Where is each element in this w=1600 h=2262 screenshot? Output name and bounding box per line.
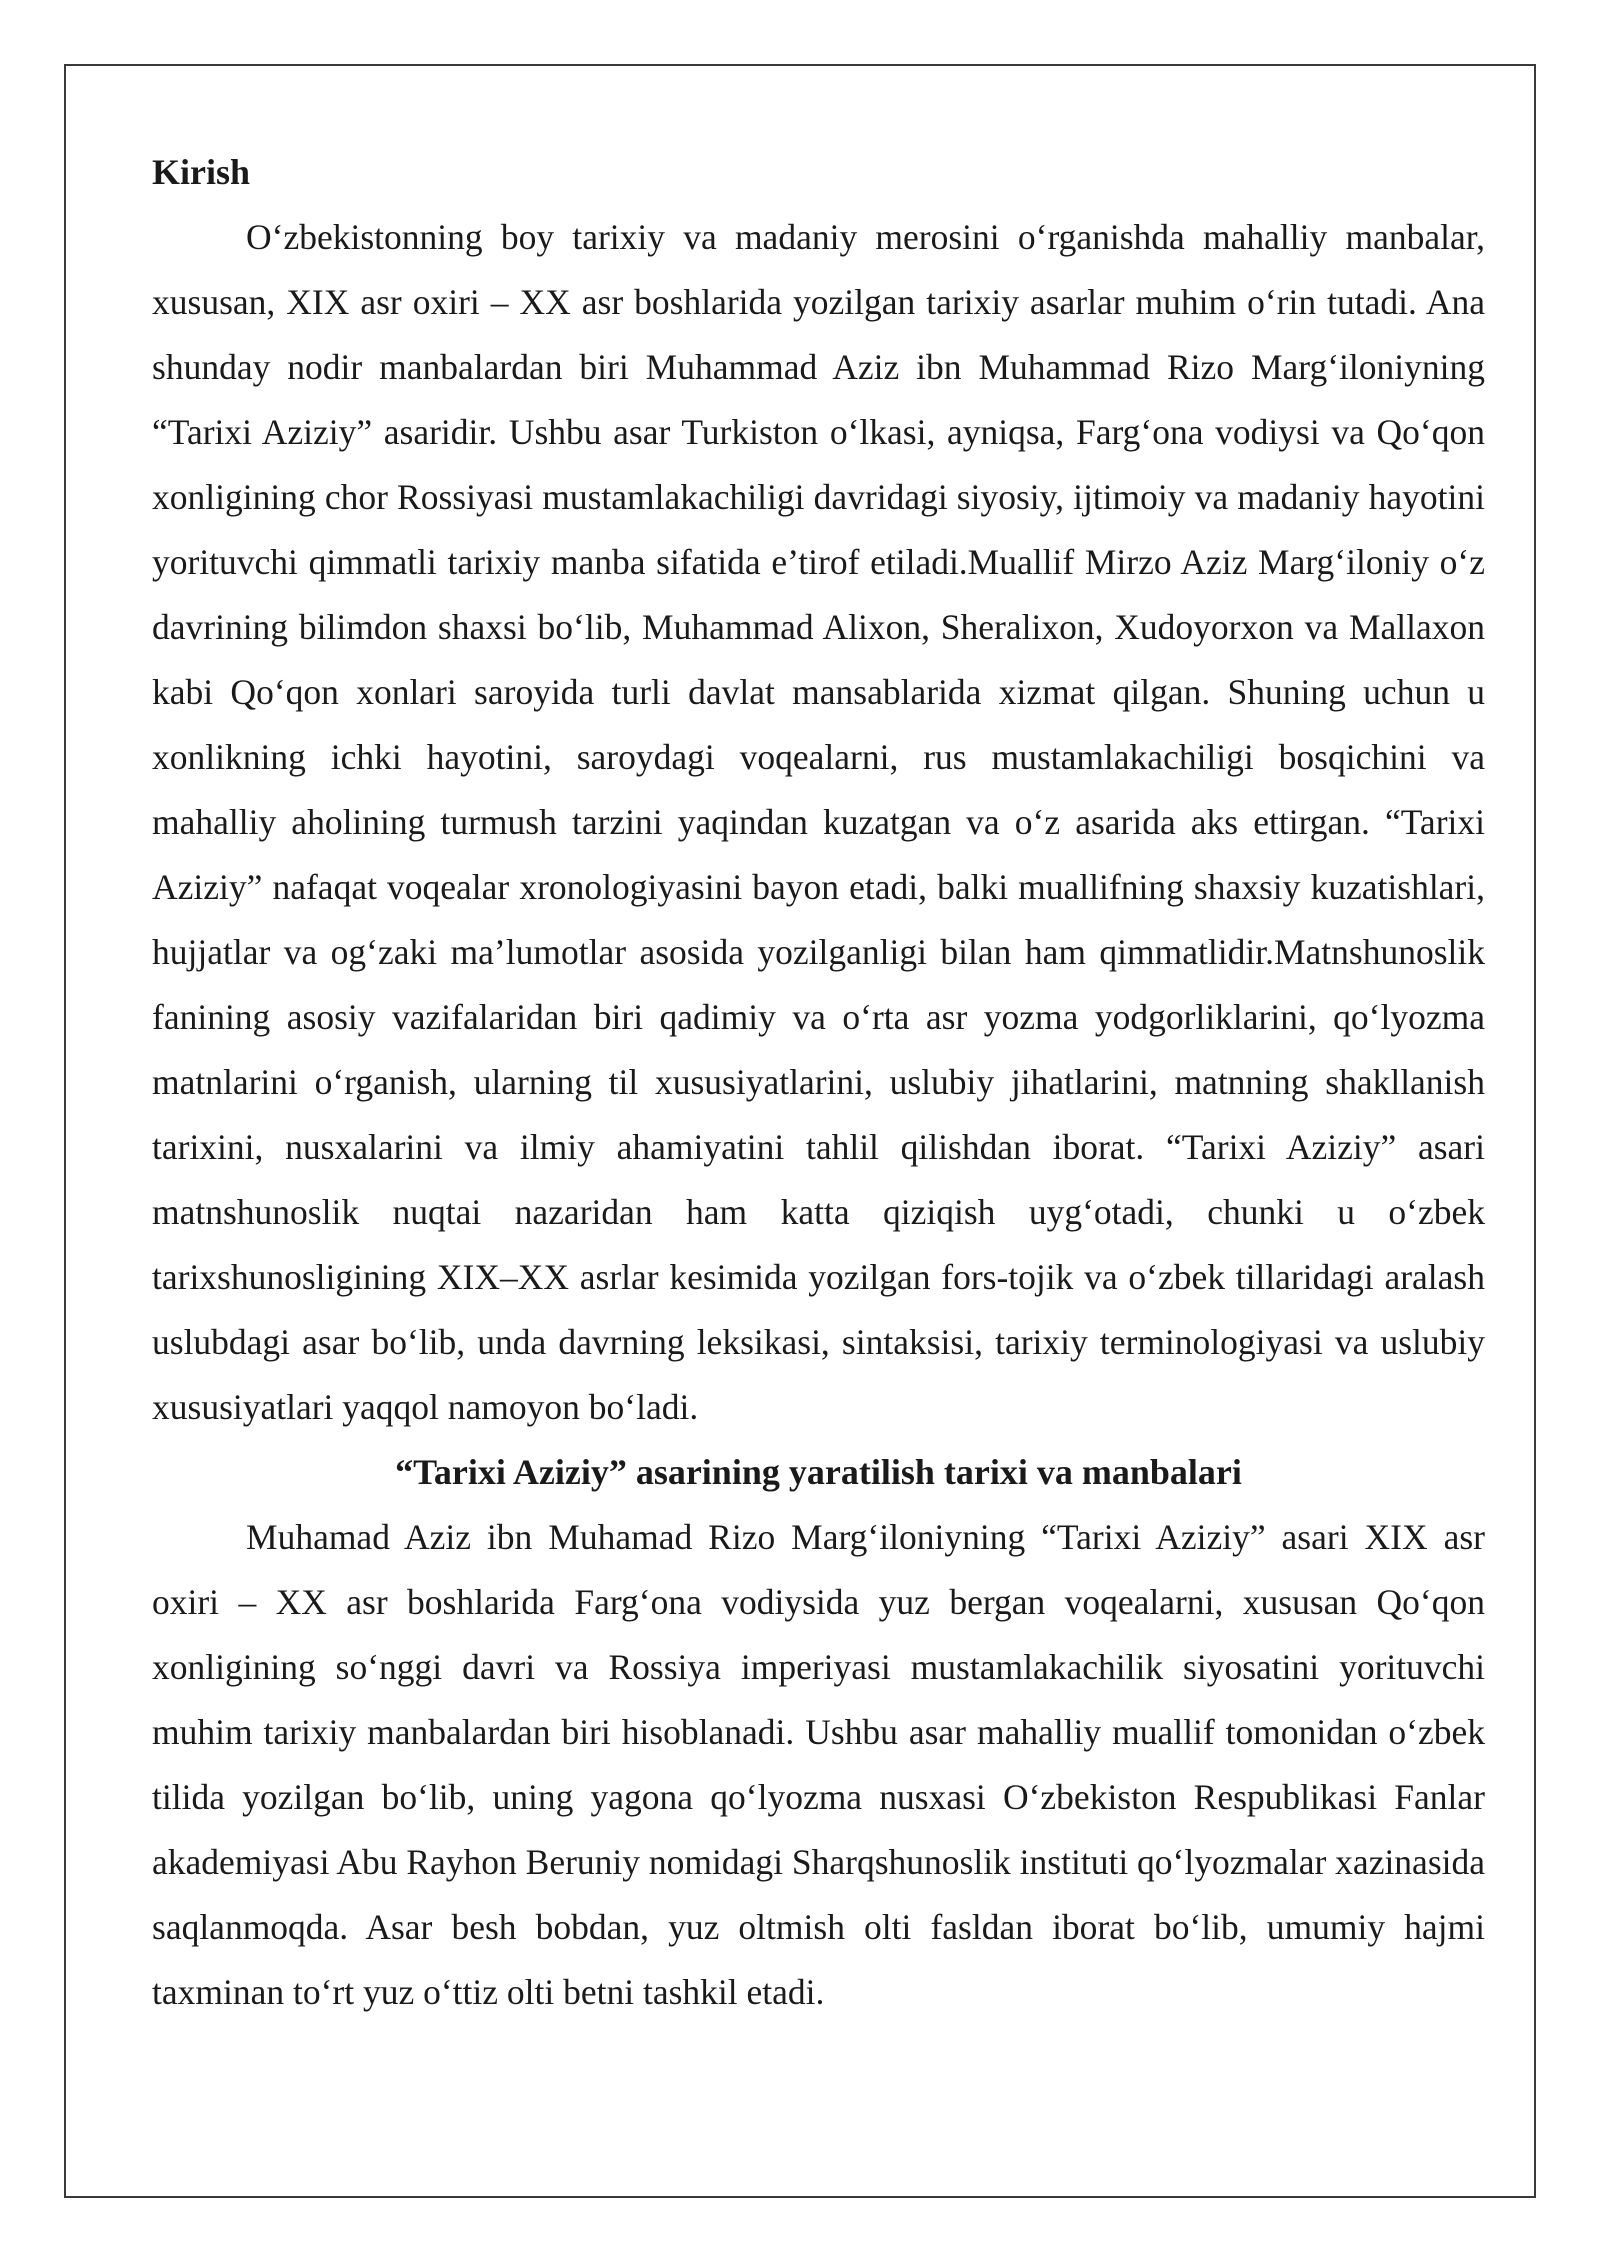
section-title: “Tarixi Aziziy” asarining yaratilish tarixi va manbalari xyxy=(395,1452,1242,1492)
intro-heading: Kirish xyxy=(152,152,251,192)
document-body xyxy=(152,140,1485,2025)
intro-paragraph: O‘zbekistonning boy tarixiy va madaniy merosini o‘rganishda mahalliy manbalar, xususan, XIX asr oxiri – XX asr boshlarida yozilgan tarixiy asarlar muhim o‘rin tutadi. Ana shunday nodir manbalardan biri Muhammad Aziz ibn Muhammad Rizo Marg‘iloniyning “Tarixi Aziziy” asaridir. Ushbu asar Turkiston o‘lkasi, ayniqsa, Farg‘ona vodiysi va Qo‘qon xonligining chor Rossiyasi mustamlakachiligi davridagi siyosiy, ijtimoiy va madaniy hayotini yorituvchi qimmatli tarixiy manba sifatida e’tirof etiladi.Muallif Mirzo Aziz Marg‘iloniy o‘z davrining bilimdon shaxsi bo‘lib, Muhammad Alixon, Sheralixon, Xudoyorxon va Mallaxon kabi Qo‘qon xonlari saroyida turli davlat mansablarida xizmat qilgan. Shuning uchun u xonlikning ichki hayotini, saroydagi voqealarni, rus mustamlakachiligi bosqichini va mahalliy aholining turmush tarzini yaqindan kuzatgan va o‘z asarida aks ettirgan. “Tarixi Aziziy” nafaqat voqealar xronologiyasini bayon etadi, balki muallifning shaxsiy kuzatishlari, hujjatlar va og‘zaki ma’lumotlar asosida yozilganligi bilan ham qimmatlidir.Matnshunoslik fanining asosiy vazifalaridan biri qadimiy va o‘rta asr yozma yodgorliklarini, qo‘lyozma matnlarini o‘rganish, ularning til xususiyatlarini, uslubiy jihatlarini, matnning shakllanish tarixini, nusxalarini va ilmiy ahamiyatini tahlil qilishdan iborat. “Tarixi Aziziy” asari matnshunoslik nuqtai nazaridan ham katta qiziqish uyg‘otadi, chunki u o‘zbek tarixshunosligining XIX–XX asrlar kesimida yozilgan fors-tojik va o‘zbek tillaridagi aralash uslubdagi asar bo‘lib, unda davrning leksikasi, sintaksisi, tarixiy terminologiyasi va uslubiy xususiyatlari yaqqol namoyon bo‘ladi. xyxy=(152,217,1485,1427)
section-paragraph: Muhamad Aziz ibn Muhamad Rizo Marg‘iloniyning “Tarixi Aziziy” asari XIX asr oxiri – XX asr boshlarida Farg‘ona vodiysida yuz bergan voqealarni, xususan Qo‘qon xonligining so‘nggi davri va Rossiya imperiyasi mustamlakachilik siyosatini yorituvchi muhim tarixiy manbalardan biri hisoblanadi. Ushbu asar mahalliy muallif tomonidan o‘zbek tilida yozilgan bo‘lib, uning yagona qo‘lyozma nusxasi O‘zbekiston Respublikasi Fanlar akademiyasi Abu Rayhon Beruniy nomidagi Sharqshunoslik instituti qo‘lyozmalar xazinasida saqlanmoqda. Asar besh bobdan, yuz oltmish olti fasldan iborat bo‘lib, umumiy hajmi taxminan to‘rt yuz o‘ttiz olti betni tashkil etadi. xyxy=(152,1517,1486,2012)
